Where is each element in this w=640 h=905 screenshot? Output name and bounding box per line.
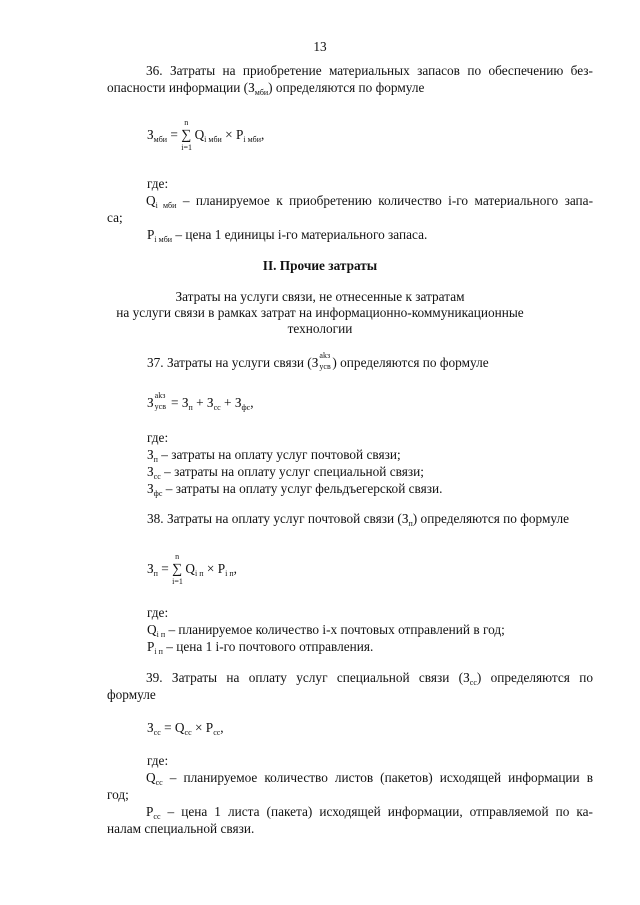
where-39-line2-cont: налам специальной связи. xyxy=(107,821,255,836)
where-37-line3: $З_{фс}$ – затраты на оплату услуг фельдъегерской связи. xyxy=(147,481,443,498)
formula-39: $З_{сс} = Q_{сс} \times P_{сс}$, xyxy=(147,720,224,737)
where-39-line1: $Q_{сс}$ – планируемое количество листов (пакетов) исходящей информации в xyxy=(146,770,593,787)
formula-36: $З_{мби}$ = n ∑ i=1 $Q_{i мби} \times P_{i мби}$, xyxy=(147,118,265,153)
subsection-line3: технологии xyxy=(287,321,353,336)
section-title: II. Прочие затраты xyxy=(262,258,378,273)
subsection-line2: на услуги связи в рамках затрат на информационно-коммуникационные xyxy=(116,305,524,320)
paragraph-39-line1: 39. Затраты на оплату услуг специальной связи $(З_{сс})$ определяются по xyxy=(146,670,593,687)
where-36-p-line: $P_{i мби}$ – цена 1 единицы i-го материального запаса. xyxy=(147,227,428,244)
sum-symbol: n ∑ i=1 xyxy=(172,552,183,587)
subsection-line1: Затраты на услуги связи, не отнесенные к затратам xyxy=(175,289,465,304)
page-number: 13 xyxy=(313,39,327,54)
paragraph-38: 38. Затраты на оплату услуг почтовой связи $(З_п)$ определяются по формуле xyxy=(147,511,569,528)
where-label-37: где: xyxy=(147,430,169,445)
where-38-line1: $Q_{i п}$ – планируемое количество i-х почтовых отправлений в год; xyxy=(147,622,505,639)
where-36-q-cont: са; xyxy=(107,210,123,225)
where-label-36: где: xyxy=(147,176,169,191)
formula-37: З аkз усв = $З_п + З_{сс} + З_{фс}$, xyxy=(147,391,254,412)
where-label-39: где: xyxy=(147,753,169,768)
where-36-q-line: $Q_{i мби}$ – планируемое к приобретению количество i-го материального запа- xyxy=(146,193,593,210)
where-39-line2: $P_{сс}$ – цена 1 листа (пакета) исходящей информации, отправляемой по ка- xyxy=(146,804,593,821)
where-38-line2: $P_{i п}$ – цена 1 i-го почтового отправления. xyxy=(147,639,374,656)
where-label-38: где: xyxy=(147,605,169,620)
where-37-line2: $З_{сс}$ – затраты на оплату услуг специальной связи; xyxy=(147,464,424,481)
paragraph-39-line2: формуле xyxy=(107,687,156,702)
sum-symbol: n ∑ i=1 xyxy=(181,118,192,153)
paragraph-36-line2: опасности информации $(З_{мби})$ определяются по формуле xyxy=(107,80,425,97)
paragraph-36-line1: 36. Затраты на приобретение материальных запасов по обеспечению без- xyxy=(146,63,593,78)
paragraph-37: 37. Затраты на услуги связи (З аkз усв ) определяются по формуле xyxy=(147,351,489,371)
where-37-line1: $З_п$ – затраты на оплату услуг почтовой связи; xyxy=(147,447,401,464)
where-39-line1-cont: год; xyxy=(107,787,129,802)
formula-38: $З_п$ = n ∑ i=1 $Q_{i п} \times P_{i п}$, xyxy=(147,552,237,587)
